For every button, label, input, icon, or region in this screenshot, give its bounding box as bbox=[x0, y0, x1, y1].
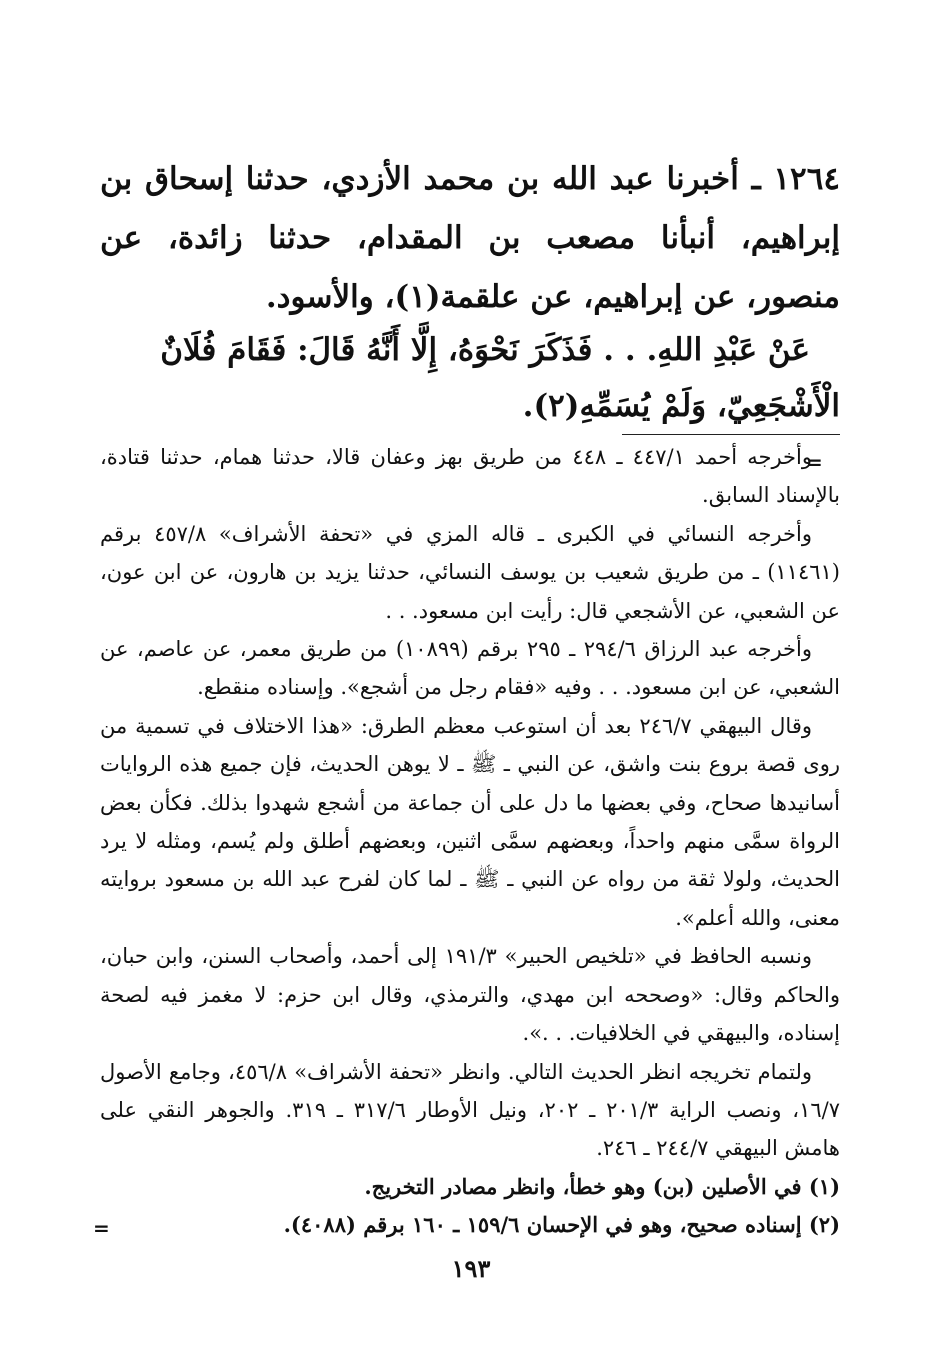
footnote-note-1: (١) في الأصلين (بن) وهو خطأ، وانظر مصادر التخريج. bbox=[364, 1173, 840, 1199]
footnote-separator bbox=[622, 434, 840, 435]
footnote-paragraph: وأخرجه النسائي في الكبرى ـ قاله المزي في «تحفة الأشراف» ٤٥٧/٨ برقم (١١٤٦١) ـ من طريق شعيب بن يوسف النسائي، حدثنا يزيد بن هارون، عن ابن عون، عن الشعبي، عن الأشجعي قال: رأيت ابن مسعود. . . bbox=[100, 521, 840, 623]
hadith-matn: عَنْ عَبْدِ اللهِ. . . فَذَكَرَ نَحْوَهُ، إِلَّا أَنَّهُ قَالَ: فَقَامَ فُلَانٌ الْأَشْجَعِيّ، وَلَمْ يُسَمِّهِ(٢). bbox=[160, 332, 840, 424]
continuation-mark-bottom: = bbox=[93, 1216, 110, 1240]
footnote-paragraph: وقال البيهقي ٢٤٦/٧ بعد أن استوعب معظم الطرق: «هذا الاختلاف في تسمية من روى قصة بروع بنت واشق، عن النبي ـ ﷺ ـ لا يوهن الحديث، فإن جميع هذه الروايات أسانيدها صحاح، وفي بعضها ما دل على أن جماعة من أشجع شهدوا بذلك. فكأن بعض الرواة سمَّى منهم واحداً، وبعضهم سمَّى اثنين، وبعضهم أطلق ولم يُسم، ومثله لا يرد الحديث، ولولا ثقة من رواه عن النبي ـ ﷺ ـ لما كان لفرح عبد الله بن مسعود بروايته معنى، والله أعلم». bbox=[100, 713, 840, 930]
hadith-matn-block bbox=[100, 322, 840, 434]
continuation-mark-top: = bbox=[806, 450, 823, 474]
footnote-paragraph: وأخرجه أحمد ٤٤٧/١ ـ ٤٤٨ من طريق بهز وعفان قالا، حدثنا همام، حدثنا قتادة، بالإسناد السابق. bbox=[100, 445, 840, 508]
footnotes-block bbox=[100, 438, 840, 1245]
footnote-paragraph: ونسبه الحافظ في «تلخيص الحبير» ١٩١/٣ إلى أحمد، وأصحاب السنن، وابن حبان، والحاكم وقال: «وصححه ابن مهدي، والترمذي، وقال ابن حزم: لا مغمز فيه لصحة إسناده، والبيهقي في الخلافيات. . .». bbox=[100, 944, 840, 1046]
hadith-isnad: ١٢٦٤ ـ أخبرنا عبد الله بن محمد الأزدي، حدثنا إسحاق بن إبراهيم، أنبأنا مصعب بن المقدام، حدثنا زائدة، عن منصور، عن إبراهيم، عن علقمة(١)، والأسود. bbox=[100, 161, 841, 315]
hadith-text-block bbox=[100, 150, 840, 327]
footnote-note-2: (٢) إسناده صحيح، وهو في الإحسان ١٥٩/٦ ـ ١٦٠ برقم (٤٠٨٨). bbox=[283, 1212, 840, 1238]
footnote-paragraph: ولتمام تخريجه انظر الحديث التالي. وانظر «تحفة الأشراف» ٤٥٦/٨، وجامع الأصول ١٦/٧، ونصب الراية ٢٠١/٣ ـ ٢٠٢، ونيل الأوطار ٣١٧/٦ ـ ٣١٩. والجوهر النقي على هامش البيهقي ٢٤٤/٧ ـ ٢٤٦. bbox=[100, 1059, 840, 1161]
footnote-paragraph: وأخرجه عبد الرزاق ٢٩٤/٦ ـ ٢٩٥ برقم (١٠٨٩٩) من طريق معمر، عن عاصم، عن الشعبي، عن ابن مسعود. . . وفيه «فقام رجل من أشجع». وإسناده منقطع. bbox=[100, 637, 840, 700]
page-number: ١٩٣ bbox=[451, 1254, 491, 1283]
